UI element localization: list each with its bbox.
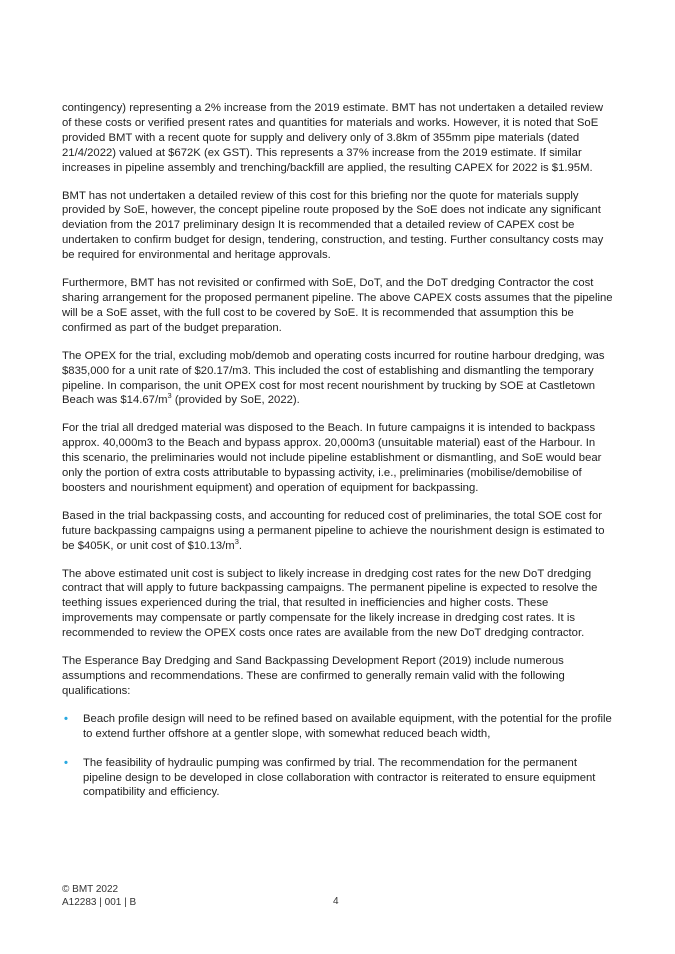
trial-opex-text-end: (provided by SoE, 2022). <box>171 394 300 407</box>
future-cost-text: Based in the trial backpassing costs, and accounting for reduced cost of preliminaries, the total SOE cost for future backpassing campaigns using a permanent pipeline to achieve the nourishment design is estimated to be $405K, or unit cost of $10.13/m <box>62 509 605 552</box>
superscript-3: 3 <box>234 536 239 546</box>
future-cost-text-end: . <box>238 539 243 552</box>
list-item <box>62 756 614 801</box>
page-number: 4 <box>333 896 339 907</box>
paragraph-future-campaigns: For the trial all dredged material was disposed to the Beach. In future campaigns it is intended to backpass approx. 40,000m3 to the Beach and bypass approx. 20,000m3 (unsuitable material) east of the Harbour. In this scenario, the preliminaries would not include pipeline establishment or dismantling, and SoE would bear only the portion of extra costs attributable to bypassing activity, i.e., preliminaries (mobilise/demobilise of boosters and nourishment equipment) and operation of equipment for backpassing. <box>62 422 602 494</box>
bullet-icon: • <box>64 756 68 769</box>
superscript-3: 3 <box>167 391 172 401</box>
paragraph-future-cost <box>62 509 614 554</box>
footer-copyright: © BMT 2022 <box>62 884 119 895</box>
paragraph-capex-increase: contingency) representing a 2% increase from the 2019 estimate. BMT has not undertaken a detailed review of these costs or verified present rates and quantities for materials and works. However, it is noted that SoE provided BMT with a recent quote for supply and delivery only of 3.8km of 355mm pipe materials (dated 21/4/2022) valued at $672K (ex GST). This represents a 37% increase from the 2019 estimate. If similar increases in pipeline assembly and trenching/backfill are applied, the resulting CAPEX for 2022 is $1.95M. <box>62 102 604 174</box>
trial-opex-text: The OPEX for the trial, excluding mob/demob and operating costs incurred for routine harbour dredging, was $835,000 for a unit rate of $20.17/m3. This included the cost of establishing and dismantling the temporary pipeline. In comparison, the unit OPEX cost for most recent nourishment by trucking by SOE at Castletown Beach was $14.67/m <box>62 349 605 407</box>
paragraph-trial-opex <box>62 349 614 409</box>
bullet-icon: • <box>64 712 68 725</box>
footer <box>62 884 136 909</box>
list-item <box>62 712 614 742</box>
page-body <box>62 101 614 814</box>
list-item-text: Beach profile design will need to be refined based on available equipment, with the potential for the profile to extend further offshore at a gentler slope, with somewhat reduced beach width, <box>83 712 612 740</box>
qualifications-list <box>62 712 614 801</box>
paragraph-cost-sharing: Furthermore, BMT has not revisited or confirmed with SoE, DoT, and the DoT dredging Contractor the cost sharing arrangement for the proposed permanent pipeline. The above CAPEX costs assumes that the pipeline will be a SoE asset, with the full cost to be covered by SoE. It is recommended that assumption this be confirmed as part of the budget preparation. <box>62 277 613 334</box>
paragraph-unit-cost-increase: The above estimated unit cost is subject to likely increase in dredging cost rates for the new DoT dredging contract that will apply to future backpassing campaigns. The permanent pipeline is expected to resolve the teething issues experienced during the trial, that resulted in inefficiencies and higher costs. These improvements may compensate or partly compensate for the likely increase in dredging cost rates. It is recommended to review the OPEX costs once rates are available from the new DoT dredging contractor. <box>62 567 598 640</box>
footer-reference: A12283 | 001 | B <box>62 896 137 908</box>
paragraph-report-assumptions: The Esperance Bay Dredging and Sand Backpassing Development Report (2019) include numerous assumptions and recommendations. These are confirmed to generally remain valid with the following qualifications: <box>62 655 565 697</box>
list-item-text: The feasibility of hydraulic pumping was confirmed by trial. The recommendation for the permanent pipeline design to be developed in close collaboration with contractor is reiterated to ensure equipment compatibility and efficiency. <box>83 756 596 799</box>
paragraph-capex-review: BMT has not undertaken a detailed review of this cost for this briefing nor the quote for materials supply provided by SoE, however, the concept pipeline route proposed by the SoE does not indicate any significant deviation from the 2017 preliminary design It is recommended that a detailed review of CAPEX cost be undertaken to confirm budget for design, tendering, construction, and testing. Further consultancy costs may be required for environmental and heritage approvals. <box>62 189 604 262</box>
